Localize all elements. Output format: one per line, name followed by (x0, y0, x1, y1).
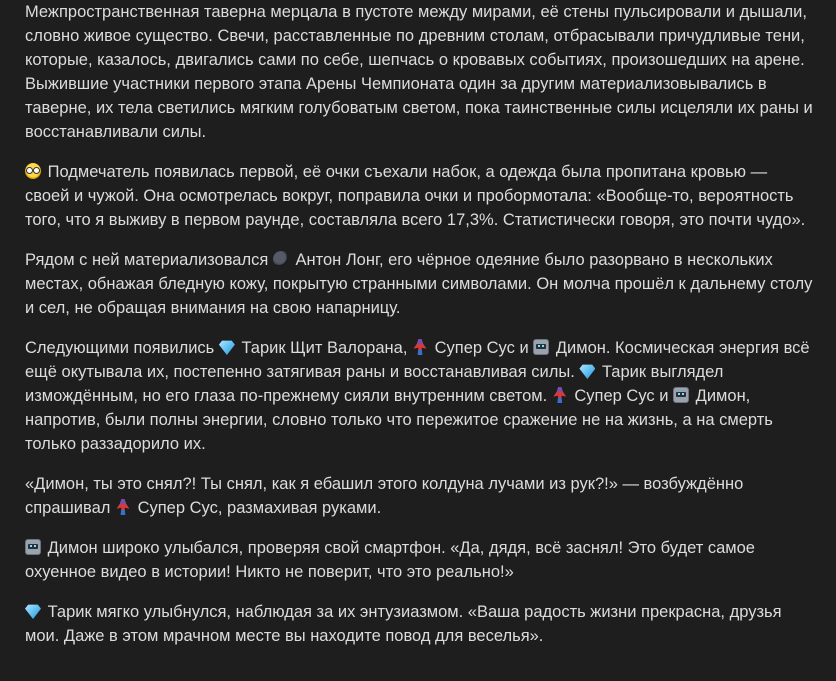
paragraph-4-dimon-2: Димон, напротив, были полны энергии, словно только что пережитое сражение не на жизнь, а на смерть только раззадорило их. (25, 387, 773, 453)
paragraph-3-text-a: Рядом с ней материализовался (25, 251, 269, 269)
gem-stone-icon (25, 603, 41, 619)
paragraph-3 (25, 248, 815, 320)
paragraph-6-text: Димон широко улыбался, проверяя свой смартфон. «Да, дядя, всё заснял! Это будет самое охуенное видео в истории! Никто не поверит, что это реально!» (25, 539, 755, 581)
paragraph-5-text-a: «Димон, ты это снял?! Ты снял, как я ебашил этого колдуна лучами из рук?!» — возбуждённо спрашивал (25, 475, 744, 517)
paragraph-2-text: Подмечатель появилась первой, её очки съехали набок, а одежда была пропитана кровью — своей и чужой. Она осмотрелась вокруг, поправила очки и пробормотала: «Вообще-то, вероятность того, что я выживу в первом раунде, составляла всего 17,3%. Статистически говоря, это почти чудо». (25, 163, 806, 229)
paragraph-6 (25, 536, 815, 584)
superhero-icon (552, 387, 568, 403)
robot-icon (673, 387, 689, 403)
paragraph-7-text: Тарик мягко улыбнулся, наблюдая за их энтузиазмом. «Ваша радость жизни прекрасна, друзья мои. Даже в этом мрачном месте вы находите повод для веселья». (25, 603, 782, 645)
paragraph-4-sus-2: Супер Сус и (574, 387, 669, 405)
paragraph-4 (25, 336, 815, 456)
paragraph-3-text-b: Антон Лонг, его чёрное одеяние было разорвано в нескольких местах, обнажая бледную кожу, покрытую странными символами. Он молча прошёл к дальнему столу и сел, не обращая внимания на свою напарницу. (25, 251, 813, 317)
robot-icon (25, 539, 41, 555)
paragraph-4-tarik: Тарик Щит Валорана, (241, 339, 408, 357)
paragraph-4-tarik-2: Тарик выглядел измождённым, но его глаза по-прежнему сияли внутренним светом. (25, 363, 724, 405)
paragraph-5-text-b: Супер Сус, размахивая руками. (137, 499, 382, 517)
gem-stone-icon (219, 339, 235, 355)
paragraph-4-sus: Супер Сус и (434, 339, 529, 357)
paragraph-2 (25, 160, 815, 232)
superhero-icon (115, 499, 131, 515)
paragraph-1-text: Межпространственная таверна мерцала в пустоте между мирами, её стены пульсировали и дышали, словно живое существо. Свечи, расставленные по древним столам, отбрасывали причудливые тени, которые, казалось, двигались сами по себе, шепчась о кровавых событиях, произошедших на арене. Выжившие участники первого этапа Арены Чемпионата один за другим материализовывались в таверне, их тела светились мягким голубоватым светом, пока таинственные силы исцеляли их раны и восстанавливали силы. (25, 3, 813, 141)
paragraph-4-text-a: Следующими появились (25, 339, 215, 357)
robot-icon (533, 339, 549, 355)
story-document (25, 0, 815, 664)
paragraph-5 (25, 472, 815, 520)
new-moon-icon (273, 251, 289, 267)
paragraph-4-dimon: Димон. Космическая энергия всё ещё окутывала их, постепенно затягивая раны и восстанавливая силы. (25, 339, 810, 381)
nerd-face-icon (25, 163, 41, 179)
gem-stone-icon (579, 363, 595, 379)
paragraph-7 (25, 600, 815, 648)
superhero-icon (412, 339, 428, 355)
paragraph-1 (25, 0, 815, 144)
